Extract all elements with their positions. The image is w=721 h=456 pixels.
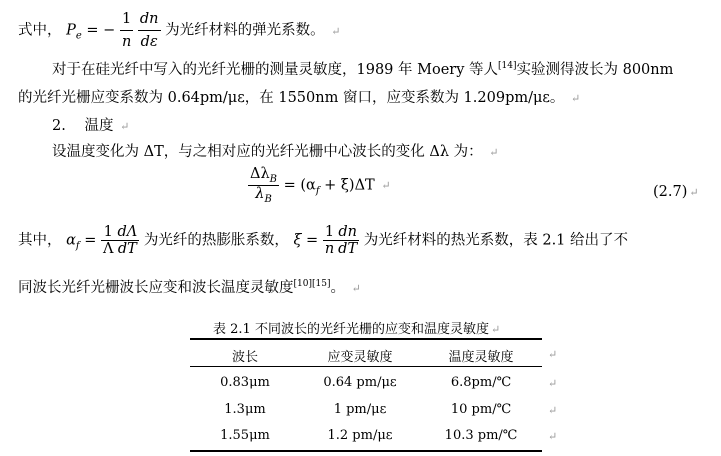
paragraph-mark-icon: ↵ <box>489 146 499 159</box>
fraction <box>138 8 161 53</box>
table-caption <box>213 318 500 337</box>
numerator: 1 <box>120 8 133 31</box>
fraction <box>248 166 279 205</box>
paragraph-mark-icon: ↵ <box>351 282 361 295</box>
paragraph-line <box>18 276 361 297</box>
math-symbol: λ <box>255 185 265 202</box>
section-title: 温度 <box>84 118 114 134</box>
math-expression: ξ = <box>293 232 323 249</box>
denominator: dT <box>338 241 358 257</box>
text: 其中， <box>18 232 62 249</box>
table-caption-text: 表 2.1 不同波长的光纤光栅的应变和温度灵敏度 <box>213 322 489 337</box>
fraction <box>120 8 133 53</box>
paragraph-mark-icon: ↵ <box>381 179 391 193</box>
table-header-temperature: 温度灵敏度 <box>448 350 514 365</box>
math-subscript: B <box>269 173 278 185</box>
math-symbol: P <box>66 22 76 39</box>
row-mark-icon: ↵ <box>548 430 558 443</box>
denominator <box>248 186 279 205</box>
table-cell: 6.8pm/℃ <box>450 375 512 390</box>
math-operator: = − <box>86 22 116 39</box>
denominator: n <box>121 34 132 50</box>
table-cell: 10 pm/℃ <box>450 402 512 417</box>
math-subscript: e <box>75 30 82 42</box>
table-cell: 1.3μm <box>224 402 266 417</box>
text: 式中， <box>18 22 62 39</box>
fraction <box>101 224 115 257</box>
denominator: Λ <box>102 241 114 257</box>
row-mark-icon: ↵ <box>548 377 558 390</box>
paragraph-mark-icon: ↵ <box>689 186 699 199</box>
row-mark-icon: ↵ <box>548 348 558 361</box>
text: 为光纤材料的热光系数，表 2.1 给出了不 <box>359 232 629 249</box>
numerator: dn <box>336 224 359 241</box>
table-header-rule <box>190 366 542 367</box>
line-pe-definition <box>18 8 340 53</box>
text: 为光纤的热膨胀系数， <box>139 232 289 249</box>
paragraph-mark-icon: ↵ <box>120 120 130 133</box>
table-cell: 1.55μm <box>220 428 270 443</box>
text: 对于在硅光纤中写入的光纤光栅的测量灵敏度，1989 年 Moery 等人 <box>52 62 499 78</box>
numerator <box>248 166 279 186</box>
text: 设温度变化为 ΔT，与之相对应的光纤光栅中心波长的变化 Δλ 为： <box>52 144 483 160</box>
fraction <box>336 224 359 257</box>
fraction <box>115 224 139 257</box>
math-expression: + ξ)ΔT <box>319 177 375 194</box>
numerator: 1 <box>323 224 336 241</box>
citation: [14] <box>498 61 517 72</box>
paragraph-mark-icon: ↵ <box>490 323 501 336</box>
text: 实验测得波长为 800nm <box>516 62 674 78</box>
table-top-rule <box>190 338 542 340</box>
equation-number-text: (2.7) <box>653 184 688 200</box>
equation-number <box>653 184 699 200</box>
section-heading <box>52 114 129 135</box>
text: 为光纤材料的弹光系数。 <box>165 22 325 39</box>
table-cell: 0.64 pm/με <box>323 375 397 390</box>
math-subscript: f <box>315 185 320 197</box>
table-cell: 0.83μm <box>220 375 270 390</box>
math-subscript: f <box>75 240 80 252</box>
fraction <box>323 224 336 257</box>
math-subscript: B <box>264 193 272 205</box>
equation <box>248 166 391 205</box>
math-expression: = (α <box>283 177 316 194</box>
section-number: 2. <box>52 118 66 134</box>
paragraph-line <box>18 86 580 107</box>
denominator: dε <box>140 34 158 50</box>
denominator: n <box>324 241 335 257</box>
row-mark-icon: ↵ <box>548 404 558 417</box>
text: 。 <box>330 280 345 296</box>
numerator: dn <box>138 8 161 31</box>
table-bottom-rule <box>190 450 542 452</box>
numerator: 1 <box>101 224 115 241</box>
paragraph-line <box>18 224 628 257</box>
table-header-wavelength: 波长 <box>231 350 258 365</box>
math-symbol: α <box>66 232 76 249</box>
table-cell: 1.2 pm/με <box>327 428 393 443</box>
paragraph-mark-icon: ↵ <box>331 24 341 38</box>
paragraph-mark-icon: ↵ <box>571 92 581 105</box>
table-header-strain: 应变灵敏度 <box>327 350 393 365</box>
citation: [10][15] <box>293 279 331 290</box>
math-symbol: Δλ <box>250 166 270 182</box>
paragraph-line <box>52 58 673 79</box>
math-operator: = <box>84 232 101 249</box>
table-cell: 1 pm/με <box>333 402 387 417</box>
numerator: dΛ <box>117 224 138 240</box>
table-cell: 10.3 pm/℃ <box>444 428 518 443</box>
denominator: dT <box>117 241 137 257</box>
text: 的光纤光栅应变系数为 0.64pm/με，在 1550nm 窗口，应变系数为 1.209pm/με。 <box>18 90 565 106</box>
text: 同波长光纤光栅波长应变和波长温度灵敏度 <box>18 280 294 296</box>
paragraph-line <box>52 140 498 161</box>
